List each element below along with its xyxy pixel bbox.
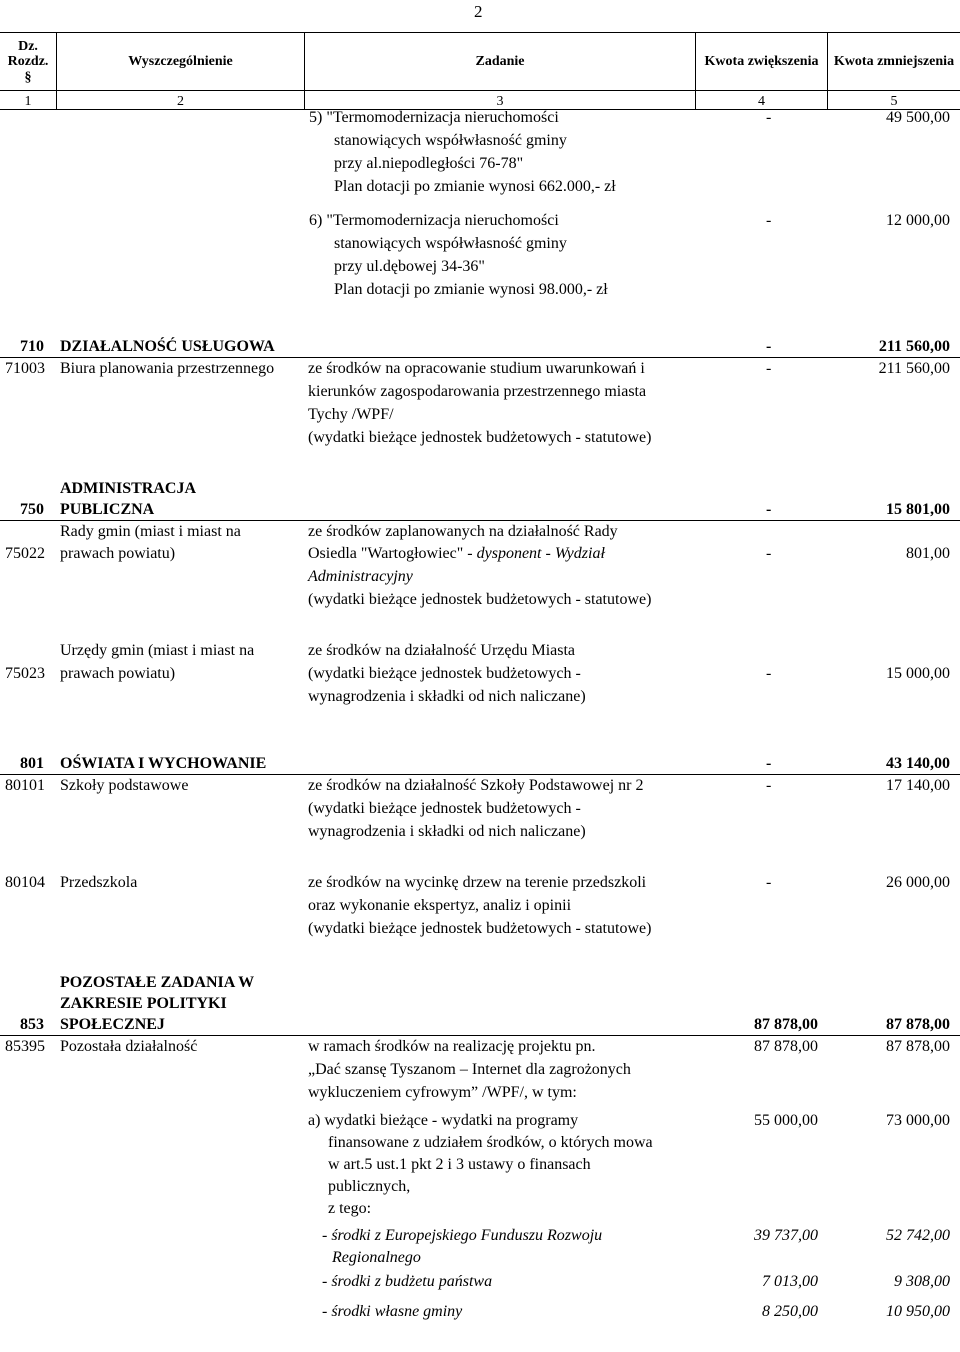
column-number-5: 5 bbox=[890, 94, 898, 109]
increase-amount: - bbox=[766, 360, 772, 377]
header-paragraph: § bbox=[24, 70, 32, 85]
decrease-amount: 10 950,00 bbox=[886, 1303, 950, 1320]
task-line: „Dać szansę Tyszanom – Internet dla zagrożonych bbox=[308, 1061, 631, 1078]
decrease-amount: 52 742,00 bbox=[886, 1227, 950, 1244]
task-line: ze środków na działalność Urzędu Miasta bbox=[308, 642, 576, 659]
task-line: publicznych, bbox=[328, 1178, 411, 1195]
grid-line bbox=[827, 32, 828, 109]
decrease-amount: 211 560,00 bbox=[878, 338, 950, 355]
decrease-amount: 211 560,00 bbox=[878, 360, 950, 377]
task-line: ze środków na działalność Szkoły Podstawowej nr 2 bbox=[308, 777, 644, 794]
column-number-1: 1 bbox=[24, 94, 32, 109]
task-line: stanowiących współwłasność gminy bbox=[334, 132, 567, 149]
chapter-name: prawach powiatu) bbox=[60, 545, 176, 562]
increase-amount: 87 878,00 bbox=[754, 1038, 818, 1055]
increase-amount: - bbox=[766, 777, 772, 794]
task-line: wynagrodzenia i składki od nich naliczane) bbox=[308, 688, 586, 705]
column-number-4: 4 bbox=[758, 94, 765, 109]
section-name: POZOSTAŁE ZADANIA W bbox=[60, 974, 255, 991]
row-divider bbox=[0, 357, 960, 358]
task-line: a) wydatki bieżące - wydatki na programy bbox=[308, 1112, 579, 1129]
task-line: - środki własne gminy bbox=[322, 1303, 463, 1320]
task-line: (wydatki bieżące jednostek budżetowych - statutowe) bbox=[308, 591, 652, 608]
grid-line bbox=[56, 32, 57, 109]
chapter-name: Urzędy gmin (miast i miast na bbox=[60, 642, 255, 659]
header-kwota-zwiekszenia: Kwota zwiększenia bbox=[704, 54, 819, 69]
section-code: 801 bbox=[20, 755, 44, 772]
row-divider bbox=[0, 774, 960, 775]
task-line: kierunków zagospodarowania przestrzennego miasta bbox=[308, 383, 647, 400]
task-line: przy al.niepodległości 76-78" bbox=[334, 155, 524, 172]
task-line: finansowane z udziałem środków, o których mowa bbox=[328, 1134, 653, 1151]
section-name: OŚWIATA I WYCHOWANIE bbox=[60, 755, 267, 772]
increase-amount: - bbox=[766, 338, 772, 355]
task-line: - środki z budżetu państwa bbox=[322, 1273, 493, 1290]
decrease-amount: 15 000,00 bbox=[886, 665, 950, 682]
grid-line bbox=[0, 90, 960, 91]
header-rozdz: Rozdz. bbox=[7, 54, 49, 69]
task-line: (wydatki bieżące jednostek budżetowych - statutowe) bbox=[308, 920, 652, 937]
increase-amount: - bbox=[766, 501, 772, 518]
decrease-amount: 49 500,00 bbox=[886, 109, 950, 126]
task-line: stanowiących współwłasność gminy bbox=[334, 235, 567, 252]
grid-line bbox=[695, 32, 696, 109]
task-line: 6) "Termomodernizacja nieruchomości bbox=[309, 212, 559, 229]
task-line: wynagrodzenia i składki od nich naliczane) bbox=[308, 823, 586, 840]
decrease-amount: 43 140,00 bbox=[886, 755, 950, 772]
task-line: (wydatki bieżące jednostek budżetowych - bbox=[308, 800, 581, 817]
task-line: 5) "Termomodernizacja nieruchomości bbox=[309, 109, 559, 126]
chapter-name: Pozostała działalność bbox=[60, 1038, 198, 1055]
chapter-code: 75023 bbox=[5, 665, 45, 682]
task-line: w ramach środków na realizację projektu pn. bbox=[308, 1038, 596, 1055]
increase-amount: - bbox=[766, 109, 772, 126]
chapter-name: Biura planowania przestrzennego bbox=[60, 360, 275, 377]
task-line: ze środków na wycinkę drzew na terenie przedszkoli bbox=[308, 874, 647, 891]
task-line: ze środków zaplanowanych na działalność Rady bbox=[308, 523, 618, 540]
chapter-name: prawach powiatu) bbox=[60, 665, 176, 682]
chapter-code: 85395 bbox=[5, 1038, 45, 1055]
decrease-amount: 801,00 bbox=[906, 545, 950, 562]
task-line: Tychy /WPF/ bbox=[308, 406, 394, 423]
increase-amount: - bbox=[766, 665, 772, 682]
task-line: ze środków na opracowanie studium uwarunkowań i bbox=[308, 360, 645, 377]
column-number-2: 2 bbox=[177, 94, 184, 109]
header-dz: Dz. bbox=[18, 39, 38, 54]
header-kwota-zmniejszenia: Kwota zmniejszenia bbox=[833, 54, 955, 69]
task-line: z tego: bbox=[328, 1200, 372, 1217]
section-name: DZIAŁALNOŚĆ USŁUGOWA bbox=[60, 338, 275, 355]
column-number-3: 3 bbox=[496, 94, 504, 109]
page-number: 2 bbox=[474, 2, 483, 21]
task-line: oraz wykonanie ekspertyz, analiz i opinii bbox=[308, 897, 572, 914]
increase-amount: 87 878,00 bbox=[754, 1016, 818, 1033]
increase-amount: 39 737,00 bbox=[754, 1227, 818, 1244]
increase-amount: 8 250,00 bbox=[762, 1303, 818, 1320]
decrease-amount: 9 308,00 bbox=[894, 1273, 950, 1290]
increase-amount: 55 000,00 bbox=[754, 1112, 818, 1129]
increase-amount: - bbox=[766, 874, 772, 891]
task-line: (wydatki bieżące jednostek budżetowych - bbox=[308, 665, 581, 682]
decrease-amount: 12 000,00 bbox=[886, 212, 950, 229]
task-line: wykluczeniem cyfrowym” /WPF/, w tym: bbox=[308, 1084, 577, 1101]
grid-line bbox=[0, 32, 960, 33]
task-line: (wydatki bieżące jednostek budżetowych - statutowe) bbox=[308, 429, 652, 446]
increase-amount: - bbox=[766, 545, 772, 562]
decrease-amount: 87 878,00 bbox=[886, 1016, 950, 1033]
task-line bbox=[308, 546, 605, 562]
section-name: SPOŁECZNEJ bbox=[60, 1016, 165, 1033]
task-line: w art.5 ust.1 pkt 2 i 3 ustawy o finansach bbox=[328, 1156, 591, 1173]
section-name: PUBLICZNA bbox=[60, 501, 155, 518]
chapter-code: 80104 bbox=[5, 874, 45, 891]
decrease-amount: 15 801,00 bbox=[886, 501, 950, 518]
decrease-amount: 87 878,00 bbox=[886, 1038, 950, 1055]
task-line: - środki z Europejskiego Funduszu Rozwoju bbox=[322, 1227, 603, 1244]
task-line: przy ul.dębowej 34-36" bbox=[334, 258, 485, 275]
section-code: 710 bbox=[20, 338, 44, 355]
decrease-amount: 26 000,00 bbox=[886, 874, 950, 891]
row-divider bbox=[0, 520, 960, 521]
increase-amount: 7 013,00 bbox=[762, 1273, 818, 1290]
task-line: Plan dotacji po zmianie wynosi 98.000,- zł bbox=[334, 281, 608, 298]
task-line: Plan dotacji po zmianie wynosi 662.000,- zł bbox=[334, 178, 616, 195]
decrease-amount: 17 140,00 bbox=[886, 777, 950, 794]
chapter-name: Rady gmin (miast i miast na bbox=[60, 523, 241, 540]
section-code: 853 bbox=[20, 1016, 44, 1033]
section-code: 750 bbox=[20, 501, 44, 518]
increase-amount: - bbox=[766, 755, 772, 772]
chapter-name: Szkoły podstawowe bbox=[60, 777, 189, 794]
chapter-code: 75022 bbox=[5, 545, 45, 562]
header-zadanie: Zadanie bbox=[475, 54, 525, 69]
section-name: ZAKRESIE POLITYKI bbox=[60, 995, 227, 1012]
increase-amount: - bbox=[766, 212, 772, 229]
task-line: Administracyjny bbox=[308, 568, 413, 585]
task-line: Regionalnego bbox=[332, 1249, 421, 1266]
grid-line bbox=[304, 32, 305, 109]
decrease-amount: 73 000,00 bbox=[886, 1112, 950, 1129]
chapter-code: 80101 bbox=[5, 777, 45, 794]
header-wyszczegolnienie: Wyszczególnienie bbox=[128, 54, 233, 69]
row-divider bbox=[0, 1035, 960, 1036]
section-name: ADMINISTRACJA bbox=[60, 480, 197, 497]
chapter-name: Przedszkola bbox=[60, 874, 138, 891]
task-text: Osiedla "Wartogłowiec" - bbox=[308, 545, 477, 562]
chapter-code: 71003 bbox=[5, 360, 45, 377]
task-text-italic: dysponent - Wydział bbox=[476, 545, 605, 562]
